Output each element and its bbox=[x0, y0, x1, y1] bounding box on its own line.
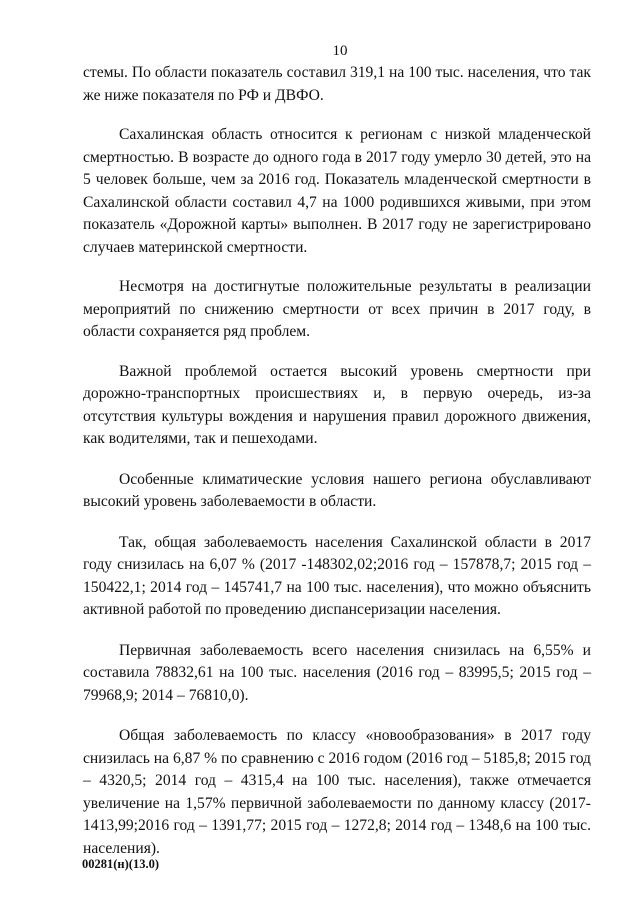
document-code: 00281(н)(13.0) bbox=[82, 857, 159, 871]
paragraph-general-morbidity: Так, общая заболеваемость населения Сахалинской области в 2017 году снизилась на 6,07 % (2017 -148302,02;2016 год – 157878,7; 2015 год – 150422,1; 2014 год – 145741,7 на 100 тыс. населения), что можно объяснить активной работой по проведению диспансеризации населения. bbox=[83, 533, 591, 618]
paragraph-primary-morbidity: Первичная заболеваемость всего населения снизилась на 6,55% и составила 78832,61 на 100 тыс. населения (2016 год – 83995,5; 2015 год – 79968,9; 2014 – 76810,0). bbox=[83, 641, 591, 704]
paragraph-continuation: стемы. По области показатель составил 319,1 на 100 тыс. населения, что так же ниже показателя по РФ и ДВФО. bbox=[83, 64, 591, 104]
paragraph-infant-mortality: Сахалинская область относится к регионам с низкой младенческой смертностью. В возрасте до одного года в 2017 году умерло 30 детей, это на 5 человек больше, чем за 2016 год. Показатель младенческой смертности в Сахалинской области составил 4,7 на 1000 родившихся живыми, при этом показатель «Дорожной карты» выполнен. В 2017 году не зарегистрировано случаев материнской смертности. bbox=[83, 126, 591, 256]
paragraph-problems: Несмотря на достигнутые положительные результаты в реализации мероприятий по снижению смертности от всех причин в 2017 году, в области сохраняется ряд проблем. bbox=[83, 278, 591, 340]
paragraph-neoplasms: Общая заболеваемость по классу «новообразования» в 2017 году снизилась на 6,87 % по сравнению с 2016 годом (2016 год – 5185,8; 2015 год – 4320,5; 2014 год – 4315,4 на 100 тыс. населения), также отмечается увеличение на 1,57% первичной заболеваемости по данному классу (2017-1413,99;2016 год – 1391,77; 2015 год – 1272,8; 2014 год – 1348,6 на 100 тыс. населения). bbox=[83, 727, 591, 857]
paragraph-climate: Особенные климатические условия нашего региона обуславливают высокий уровень заболеваемости в области. bbox=[83, 470, 591, 510]
page-number: 10 bbox=[332, 43, 348, 59]
page-body bbox=[83, 62, 591, 860]
paragraph-road-traffic: Важной проблемой остается высокий уровень смертности при дорожно-транспортных происшествиях и, в первую очередь, из-за отсутствия культуры вождения и нарушения правил дорожного движения, как водителями, так и пешеходами. bbox=[83, 362, 591, 447]
